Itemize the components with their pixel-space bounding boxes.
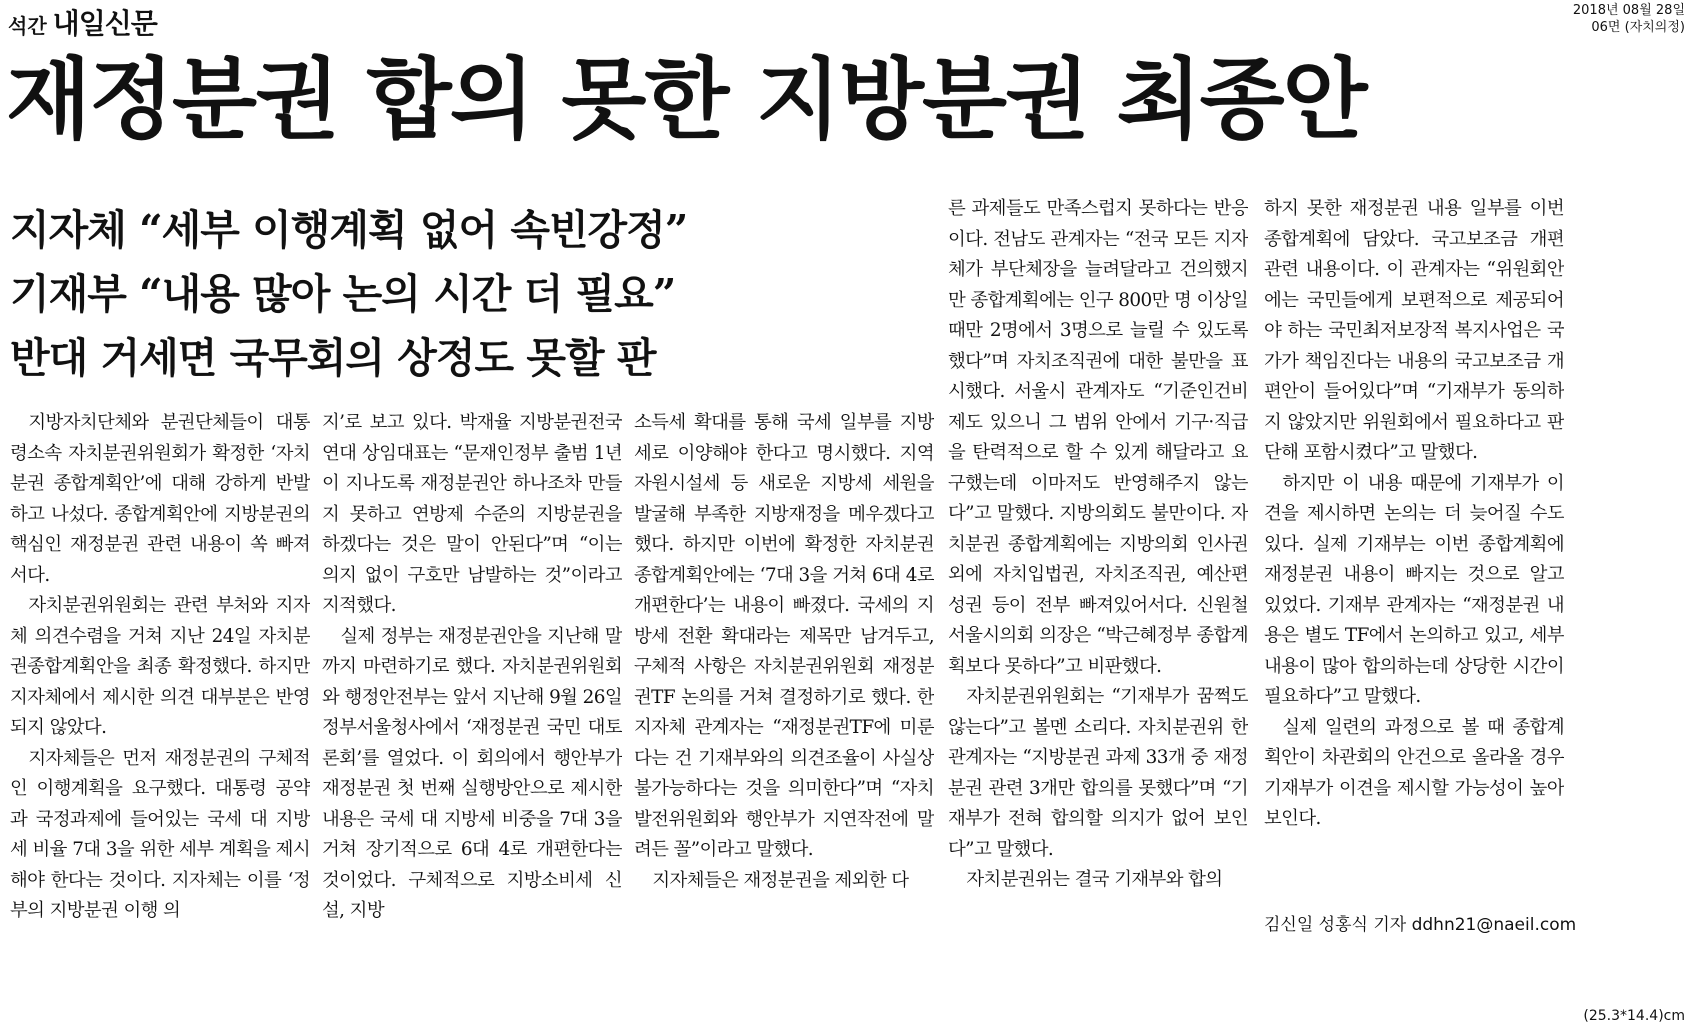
masthead — [8, 0, 157, 40]
page-section: 06면 (자치의정) — [1591, 20, 1685, 35]
subhead-2: 기재부 “내용 많아 논의 시간 더 필요” — [10, 270, 676, 318]
paragraph: 지방자치단체와 분권단체들이 대통령소속 자치분권위원회가 확정한 ‘자치분권 종합계획안’에 대해 강하게 반발하고 나섰다. 종합계획안에 지방분권의 핵심인 재정분권 관련 내용이 쏙 빠져서다. — [10, 412, 310, 586]
paragraph: 실제 일련의 과정으로 볼 때 종합계획안이 차관회의 안건으로 올라올 경우 기재부가 이견을 제시할 가능성이 높아 보인다. — [1264, 716, 1564, 829]
article-subheads — [10, 198, 940, 390]
paragraph: 하지 못한 재정분권 내용 일부를 이번 종합계획에 담았다. 국고보조금 개편 관련 내용이다. 이 관계자는 “위원회안에는 국민들에게 보편적으로 제공되어야 하는 국민최저보장적 복지사업은 국가가 책임진다는 내용의 국고보조금 개편안이 들어있다”며 “기재부가 동의하지 않았지만 위원회에서 필요하다고 판단해 포함시켰다”고 말했다. — [1264, 198, 1564, 463]
paragraph: 지자체들은 재정분권을 제외한 다 — [652, 869, 909, 891]
article-headline: 재정분권 합의 못한 지방분권 최종안 — [6, 48, 1366, 151]
paragraph: 지자체들은 먼저 재정분권의 구체적인 이행계획을 요구했다. 대통령 공약과 국정과제에 들어있는 국세 대 지방세 비율 7대 3을 위한 세부 계획을 제시해야 한다는 것이다. 지자체는 이를 ‘정부의 지방분권 이행 의 — [10, 747, 310, 921]
body-column-4 — [948, 194, 1248, 944]
paragraph: 른 과제들도 만족스럽지 못하다는 반응이다. 전남도 관계자는 “전국 모든 지자체가 부단체장을 늘려달라고 건의했지만 종합계획에는 인구 800만 명 이상일 때만 2명에서 3명으로 늘릴 수 있도록 했다”며 자치조직권에 대한 불만을 표시했다. 서울시 관계자도 “기준인건비제도 있으니 그 범위 안에서 기구·직급을 탄력적으로 할 수 있게 해달라고 요구했는데 이마저도 반영해주지 않는다”고 말했다. 지방의회도 불만이다. 자치분권 종합계획에는 지방의회 인사권 외에 자치입법권, 자치조직권, 예산편성권 등이 전부 빠져있어서다. 신원철 서울시의회 의장은 “박근혜정부 종합계획보다 못하다”고 비판했다. — [948, 198, 1248, 677]
paragraph: 하지만 이 내용 때문에 기재부가 이견을 제시하면 논의는 더 늦어질 수도 있다. 실제 기재부는 이번 종합계획에 재정분권 내용이 빠지는 것으로 알고 있었다. 기재부 관계자는 “재정분권 내용은 별도 TF에서 논의하고 있고, 세부 내용이 많아 합의하는데 상당한 시간이 필요하다”고 말했다. — [1264, 472, 1564, 707]
body-column-2 — [322, 408, 622, 948]
edition-label: 석간 — [8, 14, 47, 38]
subhead-3: 반대 거세면 국무회의 상정도 못할 판 — [10, 334, 656, 382]
article-size-note: (25.3*14.4)cm — [1583, 1008, 1685, 1024]
publication-meta — [1573, 2, 1685, 36]
paragraph: 자치분권위는 결국 기재부와 합의 — [966, 869, 1223, 890]
paragraph: 실제 정부는 재정분권안을 지난해 말까지 마련하기로 했다. 자치분권위원회와 행정안전부는 앞서 지난해 9월 26일 정부서울청사에서 ‘재정분권 국민 대토론회’를 열었다. 이 회의에서 행안부가 재정분권 첫 번째 실행방안으로 제시한 내용은 국세 대 지방세 비중을 7대 3을 거쳐 장기적으로 6대 4로 개편한다는 것이었다. 구체적으로 지방소비세 신설, 지방 — [322, 625, 622, 921]
paragraph: 자치분권위원회는 “기재부가 꿈쩍도 않는다”고 볼멘 소리다. 자치분권위 한 관계자는 “지방분권 과제 33개 중 재정분권 관련 3개만 합의를 못했다”며 “기재부가 전혀 합의할 의지가 없어 보인다”고 말했다. — [948, 686, 1248, 860]
publication-date: 2018년 08월 28일 — [1572, 3, 1685, 18]
byline: 김신일 성홍식 기자 ddhn21@naeil.com — [1264, 915, 1577, 935]
paragraph: 지’로 보고 있다. 박재율 지방분권전국연대 상임대표는 “문재인정부 출범 1년이 지나도록 재정분권안 하나조차 만들지 못하고 연방제 수준의 지방분권을 하겠다는 것은 말이 안된다”며 “이는 의지 없이 구호만 남발하는 것”이라고 지적했다. — [322, 412, 622, 616]
body-column-1 — [10, 408, 310, 948]
body-column-5 — [1264, 194, 1564, 916]
paragraph: 자치분권위원회는 관련 부처와 지자체 의견수렴을 거쳐 지난 24일 자치분권종합계획안을 최종 확정했다. 하지만 지자체에서 제시한 의견 대부분은 반영되지 않았다. — [10, 595, 310, 738]
body-column-3 — [634, 408, 934, 948]
newspaper-name: 내일신문 — [52, 7, 157, 40]
subhead-1: 지자체 “세부 이행계획 없어 속빈강정” — [10, 206, 688, 254]
paragraph: 소득세 확대를 통해 국세 일부를 지방세로 이양해야 한다고 명시했다. 지역자원시설세 등 새로운 지방세 세원을 발굴해 부족한 지방재정을 메우겠다고 했다. 하지만 이번에 확정한 자치분권종합계획안에는 ‘7대 3을 거쳐 6대 4로 개편한다’는 내용이 빠졌다. 국세의 지방세 전환 확대라는 제목만 남겨두고, 구체적 사항은 자치분권위원회 재정분권TF 논의를 거쳐 결정하기로 했다. 한 지자체 관계자는 “재정분권TF에 미룬다는 건 기재부와의 의견조율이 사실상 불가능하다는 것을 의미한다”며 “자치발전위원회와 행안부가 지연작전에 말려든 꼴”이라고 말했다. — [634, 412, 934, 860]
